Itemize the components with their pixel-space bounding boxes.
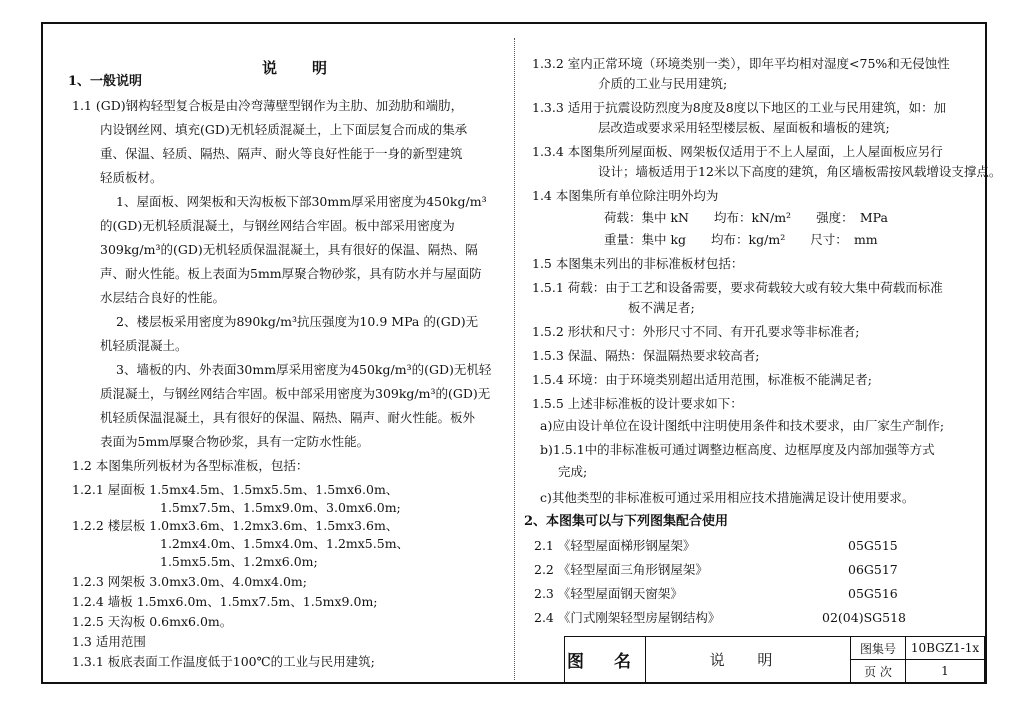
- right-text-line: 板不满足者;: [628, 300, 695, 315]
- left-text-line: 1.3.1 板底表面工作温度低于100℃的工业与民用建筑;: [72, 654, 375, 669]
- right-text-line: c)其他类型的非标准板可通过采用相应技术措施满足设计使用要求。: [540, 490, 915, 505]
- reference-code: 05G515: [848, 538, 898, 553]
- left-text-line: 质混凝土，与钢丝网结合牢固。板中部采用密度为309kg/m³的(GD)无: [100, 386, 491, 401]
- right-text-line: 2、本图集可以与下列图集配合使用: [524, 514, 729, 529]
- right-text-line: 1.3.2 室内正常环境（环境类别一类），即年平均相对湿度<75%和无侵蚀性: [532, 56, 950, 71]
- left-text-line: 1.3 适用范围: [72, 634, 146, 649]
- title-block: [564, 636, 985, 683]
- reference-code: 02(04)SG518: [822, 610, 906, 625]
- atlas-number-label: 图集号: [851, 637, 906, 660]
- right-text-line: 设计；墙板适用于12米以下高度的建筑，角区墙板需按风载增设支撑点。: [598, 164, 1002, 179]
- right-text-line: 1.5.3 保温、隔热：保温隔热要求较高者;: [532, 348, 760, 363]
- reference-title: 2.3 《轻型屋面钢天窗架》: [534, 586, 683, 601]
- left-text-line: 1.2 本图集所列板材为各型标准板，包括：: [72, 458, 309, 473]
- right-text-line: b)1.5.1中的非标准板可通过调整边框高度、边框厚度及内部加强等方式: [540, 442, 935, 457]
- title-block-name-label: 图 名: [565, 637, 646, 683]
- left-text-line: 声、耐火性能。板上表面为5mm厚聚合物砂浆，具有防水并与屋面防: [100, 266, 482, 281]
- right-text-line: 1.3.4 本图集所列屋面板、网架板仅适用于不上人屋面，上人屋面板应另行: [532, 144, 943, 159]
- right-text-line: 完成;: [558, 464, 588, 479]
- page-number: 1: [906, 660, 985, 683]
- right-text-line: 1.3.3 适用于抗震设防烈度为8度及8度以下地区的工业与民用建筑，如：加: [532, 100, 947, 115]
- left-text-line: 1.1 (GD)钢构轻型复合板是由冷弯薄壁型钢作为主肋、加劲肋和端肋，: [72, 98, 464, 113]
- reference-code: 05G516: [848, 586, 898, 601]
- left-text-line: 表面为5mm厚聚合物砂浆，具有一定防水性能。: [100, 434, 370, 449]
- page-number-label: 页 次: [851, 660, 906, 683]
- left-text-line: 2、楼层板采用密度为890kg/m³抗压强度为10.9 MPa 的(GD)无: [116, 314, 479, 329]
- left-text-line: 内设钢丝网、填充(GD)无机轻质混凝土，上下面层复合而成的集承: [100, 122, 468, 137]
- reference-code: 06G517: [848, 562, 898, 577]
- left-text-line: 1.5mx7.5m、1.5mx9.0m、3.0mx6.0m;: [160, 500, 401, 515]
- page-title: 说 明: [262, 59, 338, 77]
- left-text-line: 1、屋面板、网架板和天沟板板下部30mm厚采用密度为450kg/m³: [116, 194, 487, 209]
- reference-title: 2.2 《轻型屋面三角形钢屋架》: [534, 562, 708, 577]
- left-text-line: 1.2.4 墙板 1.5mx6.0m、1.5mx7.5m、1.5mx9.0m;: [72, 594, 378, 609]
- right-text-line: 1.5.2 形状和尺寸：外形尺寸不同、有开孔要求等非标准者;: [532, 324, 860, 339]
- right-text-line: 1.4 本图集所有单位除注明外均为: [532, 188, 719, 203]
- reference-title: 2.4 《门式刚架轻型房屋钢结构》: [534, 610, 721, 625]
- atlas-number: 10BGZ1-1x: [906, 637, 985, 660]
- column-divider: [514, 38, 515, 680]
- left-text-line: 的(GD)无机轻质混凝土，与钢丝网结合牢固。板中部采用密度为: [100, 218, 455, 233]
- right-text-line: 荷载：集中 kN 均布：kN/m² 强度： MPa: [604, 210, 888, 225]
- left-text-line: 重、保温、轻质、隔热、隔声、耐火等良好性能于一身的新型建筑: [100, 146, 463, 161]
- right-text-line: 层改造或要求采用轻型楼层板、屋面板和墙板的建筑;: [598, 120, 890, 135]
- left-text-line: 1.2mx4.0m、1.5mx4.0m、1.2mx5.5m、: [160, 536, 410, 551]
- right-text-line: 1.5.5 上述非标准板的设计要求如下：: [532, 396, 743, 411]
- left-text-line: 机轻质混凝土。: [100, 338, 188, 353]
- right-text-line: a)应由设计单位在设计图纸中注明使用条件和技术要求，由厂家生产制作;: [540, 418, 945, 433]
- right-text-line: 1.5 本图集未列出的非标准板材包括：: [532, 256, 744, 271]
- right-text-line: 重量：集中 kg 均布：kg/m² 尺寸： mm: [604, 232, 878, 247]
- left-text-line: 1.2.3 网架板 3.0mx3.0m、4.0mx4.0m;: [72, 574, 307, 589]
- left-text-line: 3、墙板的内、外表面30mm厚采用密度为450kg/m³的(GD)无机轻: [116, 362, 492, 377]
- right-text-line: 1.5.4 环境：由于环境类别超出适用范围，标准板不能满足者;: [532, 372, 872, 387]
- left-text-line: 1.2.5 天沟板 0.6mx6.0m。: [72, 614, 233, 629]
- left-text-line: 309kg/m³的(GD)无机轻质保温混凝土，具有很好的保温、隔热、隔: [100, 242, 478, 257]
- left-text-line: 1.2.1 屋面板 1.5mx4.5m、1.5mx5.5m、1.5mx6.0m、: [72, 482, 399, 497]
- left-text-line: 1.2.2 楼层板 1.0mx3.6m、1.2mx3.6m、1.5mx3.6m、: [72, 518, 399, 533]
- right-text-line: 介质的工业与民用建筑;: [598, 76, 728, 91]
- left-text-line: 轻质板材。: [100, 170, 163, 185]
- left-text-line: 1、一般说明: [68, 74, 143, 89]
- title-block-name: 说 明: [646, 637, 851, 683]
- reference-title: 2.1 《轻型屋面梯形钢屋架》: [534, 538, 696, 553]
- right-text-line: 1.5.1 荷载：由于工艺和设备需要，要求荷载较大或有较大集中荷载而标准: [532, 280, 943, 295]
- left-text-line: 1.5mx5.5m、1.2mx6.0m;: [160, 554, 318, 569]
- left-text-line: 水层结合良好的性能。: [100, 290, 226, 305]
- left-text-line: 机轻质保温混凝土，具有很好的保温、隔热、隔声、耐火性能。板外: [100, 410, 476, 425]
